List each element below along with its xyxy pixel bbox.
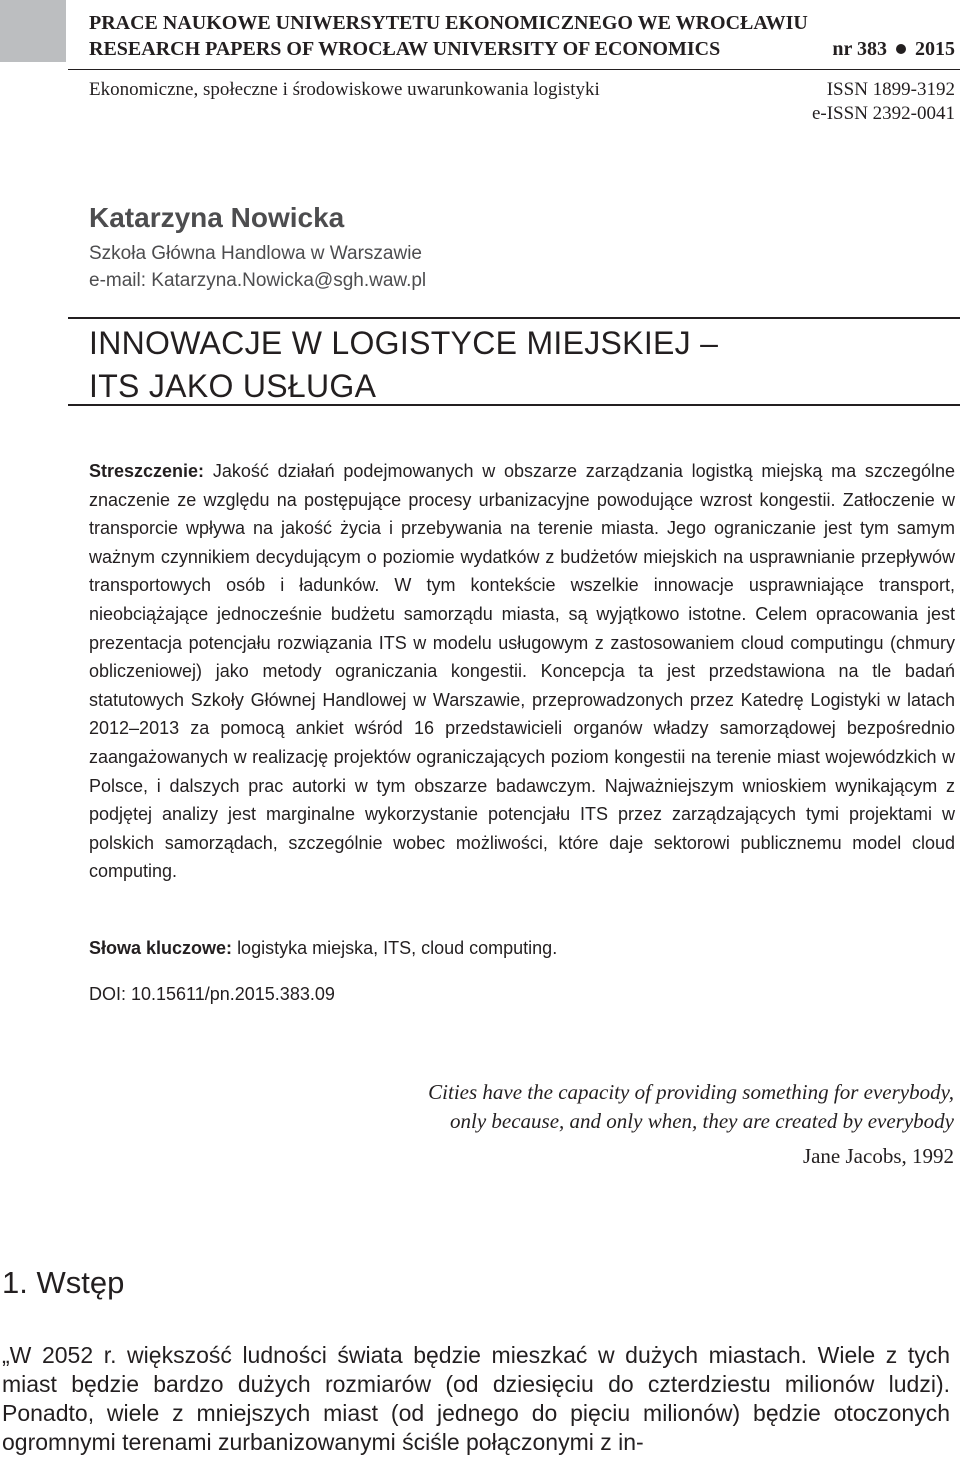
series-title-pl: PRACE NAUKOWE UNIWERSYTETU EKONOMICZNEGO WE WROCŁAWIU bbox=[89, 12, 808, 34]
abstract bbox=[89, 457, 955, 886]
paper-title bbox=[89, 322, 718, 408]
series-title-en: RESEARCH PAPERS OF WROCŁAW UNIVERSITY OF ECONOMICS bbox=[89, 38, 721, 60]
title-divider-bottom bbox=[68, 404, 960, 406]
author-name: Katarzyna Nowicka bbox=[89, 202, 345, 233]
motto-line-2: only because, and only when, they are created by everybody bbox=[450, 1109, 954, 1133]
section-body: „W 2052 r. większość ludności świata będzie mieszkać w dużych miastach. Wiele z tych miast będzie bardzo dużych rozmiarów (od dziesięciu do czterdziestu milionów ludzi). Ponadto, wiele z mniejszych miast (od jednego do pięciu milionów) będzie otoczonych ogromnymi terenami zurbanizowanymi ściśle połączonymi z in- bbox=[2, 1342, 950, 1455]
author-email: e-mail: Katarzyna.Nowicka@sgh.waw.pl bbox=[89, 270, 427, 291]
abstract-label: Streszczenie: bbox=[89, 461, 205, 481]
header-divider bbox=[68, 69, 960, 70]
author-affiliation: Szkoła Główna Handlowa w Warszawie bbox=[89, 243, 422, 264]
motto-author: Jane Jacobs, 1992 bbox=[802, 1144, 954, 1168]
title-divider-top bbox=[68, 317, 960, 319]
keywords bbox=[89, 938, 557, 959]
doi: DOI: 10.15611/pn.2015.383.09 bbox=[89, 984, 335, 1004]
issue-info bbox=[832, 36, 955, 62]
series-row bbox=[89, 36, 955, 62]
author-affiliation-block bbox=[89, 240, 426, 294]
issn-block bbox=[812, 78, 955, 126]
issn: ISSN 1899-3192 bbox=[826, 79, 955, 100]
title-line-1: INNOWACJE W LOGISTYCE MIEJSKIEJ – bbox=[89, 325, 719, 361]
volume-info bbox=[89, 78, 955, 126]
issue-number: nr 383 bbox=[832, 38, 887, 60]
bullet-icon bbox=[896, 44, 906, 54]
abstract-text: Jakość działań podejmowanych w obszarze zarządzania logistką miejską ma szczególne znaczenie ze względu na postępujące procesy urbanizacyjne powodujące wzrost kongestii. Zatłoczenie w transporcie wpływa na jakość życia i przebywania na terenie miasta. Jego ograniczanie jest tym samym ważnym czynnikiem decydującym o poziomie wydatków z budżetów miejskich na usprawnianie przepływów transportowych osób i ładunków. W tym kontekście wszelkie innowacje usprawniające transport, nieobciążające jednocześnie budżetu samorządu miasta, są wyjątkowo istotne. Celem opracowania jest prezentacja potencjału rozwiązania ITS w modelu usługowym z zastosowaniem cloud computingu (chmury obliczeniowej) jako metody ograniczania kongestii. Koncepcja ta jest przedstawiona na tle badań statutowych Szkoły Głównej Handlowej w Warszawie, przeprowadzonych przez Katedrę Logistyki w latach 2012–2013 za pomocą ankiet wśród 16 przedstawicieli organów władzy samorządowej bezpośrednio zaangażowanych w realizację projektów ograniczających poziom kongestii na terenie miast wojewódzkich w Polsce, i dalszych prac autorki w tym obszarze badawczym. Najważniejszym wnioskiem wynikającym z podjętej analizy jest marginalne wykorzystanie potencjału ITS przez zarządzających tymi projektami w polskich samorządach, szczególnie wobec możliwości, które daje sektorowi publicznemu model cloud computing. bbox=[89, 461, 955, 882]
volume-title: Ekonomiczne, społeczne i środowiskowe uwarunkowania logistyki bbox=[89, 79, 600, 100]
journal-series bbox=[89, 10, 955, 62]
corner-decoration bbox=[0, 0, 66, 62]
eissn: e-ISSN 2392-0041 bbox=[811, 103, 955, 124]
issue-year: 2015 bbox=[915, 38, 955, 60]
section-heading: 1. Wstęp bbox=[2, 1265, 125, 1300]
title-line-2: ITS JAKO USŁUGA bbox=[89, 368, 377, 404]
motto-quote bbox=[428, 1078, 954, 1136]
motto-line-1: Cities have the capacity of providing something for everybody, bbox=[428, 1080, 954, 1104]
keywords-text: logistyka miejska, ITS, cloud computing. bbox=[237, 938, 558, 958]
keywords-label: Słowa kluczowe: bbox=[89, 938, 233, 958]
